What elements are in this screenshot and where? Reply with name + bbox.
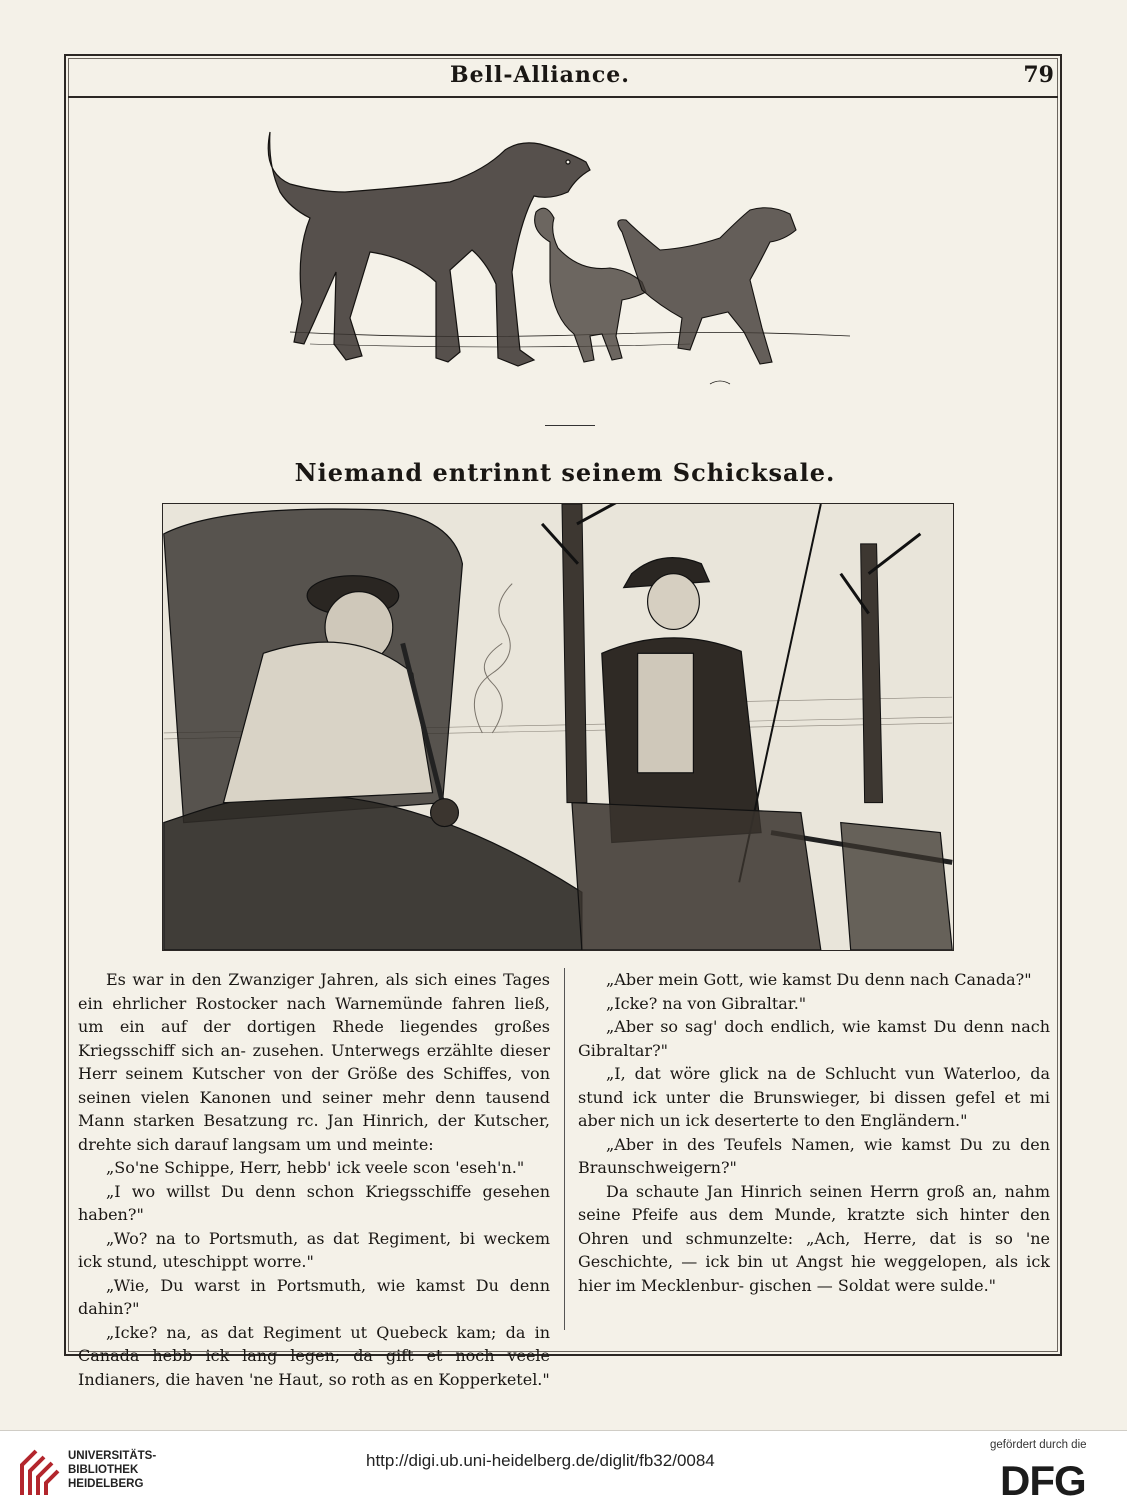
article-title: Niemand entrinnt seinem Schicksale. (294, 458, 836, 487)
dfg-logo: DFG (1000, 1457, 1086, 1504)
paragraph: „Icke? na von Gibraltar." (606, 993, 807, 1013)
paragraph: „So'ne Schippe, Herr, hebb' ick veele scon 'eseh'n." (106, 1158, 525, 1177)
logo-line: BIBLIOTHEK (68, 1464, 139, 1476)
large-dog (268, 132, 590, 366)
logo-line: UNIVERSITÄTS- (68, 1450, 157, 1462)
separator-rule (545, 425, 595, 426)
dogs-illustration (250, 122, 860, 402)
paragraph: „Wo? na to Portsmuth, as dat Regiment, bi weckem ick stund, uteschippt worre." (78, 1228, 550, 1271)
coach-illustration (162, 503, 954, 951)
paragraph: „I, dat wöre glick na de Schlucht vun Waterloo, da stund ick unter die Brunswieger, bi dissen gefel et mi aber nich un ick deserterte to den Engländern." (578, 1064, 1050, 1130)
ub-logo-text (68, 1449, 156, 1491)
page-number: 79 (1023, 62, 1054, 88)
paragraph: Es war in den Zwanziger Jahren, als sich eines Tages ein ehrlicher Rostocker nach Warnemünde fahren ließ, um ein auf der dortigen Rhede liegendes großes Kriegsschiff sich an- zusehen. Unterwegs erzählte dieser Herr seinem Kutscher von der Größe des Schiffes, von seinen vielen Kanonen und seiner mehr denn tausend Mann starken Besatzung rc. Jan Hinrich, der Kutscher, drehte sich darauf langsam um und meinte: (78, 970, 550, 1154)
paragraph: „Wie, Du warst in Portsmuth, wie kamst Du denn dahin?" (78, 1275, 550, 1318)
column-divider (564, 968, 565, 1330)
header-rule (68, 96, 1058, 98)
paragraph: „Aber in des Teufels Namen, wie kamst Du zu den Braunschweigern?" (578, 1134, 1050, 1177)
paragraph: „I wo willst Du denn schon Kriegsschiffe gesehen haben?" (78, 1181, 550, 1224)
viewer-footer (0, 1430, 1127, 1512)
funded-by-label: gefördert durch die (990, 1439, 1087, 1451)
paragraph: „Aber mein Gott, wie kamst Du denn nach Canada?" (606, 970, 1032, 989)
permalink-url[interactable]: http://digi.ub.uni-heidelberg.de/diglit/fb32/0084 (366, 1451, 715, 1470)
running-title: Bell-Alliance. (450, 62, 630, 88)
paragraph: „Icke? na, as dat Regiment ut Quebeck kam; da in Canada hebb ick lang legen; da gift et noch veele Indianers, die haven 'ne Haut, so roth as en Kopperketel." (78, 1322, 550, 1389)
text-column-right (578, 968, 1050, 1297)
terrier-dog (618, 208, 796, 364)
text-column-left (78, 968, 550, 1391)
paragraph: „Aber so sag' doch endlich, wie kamst Du denn nach Gibraltar?" (578, 1017, 1050, 1060)
ub-heidelberg-logo-icon (16, 1445, 62, 1501)
logo-line: HEIDELBERG (68, 1478, 144, 1490)
paragraph: Da schaute Jan Hinrich seinen Herrn groß an, nahm seine Pfeife aus dem Munde, kratzte sich hinter den Ohren und schmunzelte: „Ach, Herre, dat is so 'ne Geschichte, — ick bin ut Angst hie weggelopen, als ick hier im Mecklenbur- gischen — Soldat were sulde." (578, 1181, 1050, 1295)
